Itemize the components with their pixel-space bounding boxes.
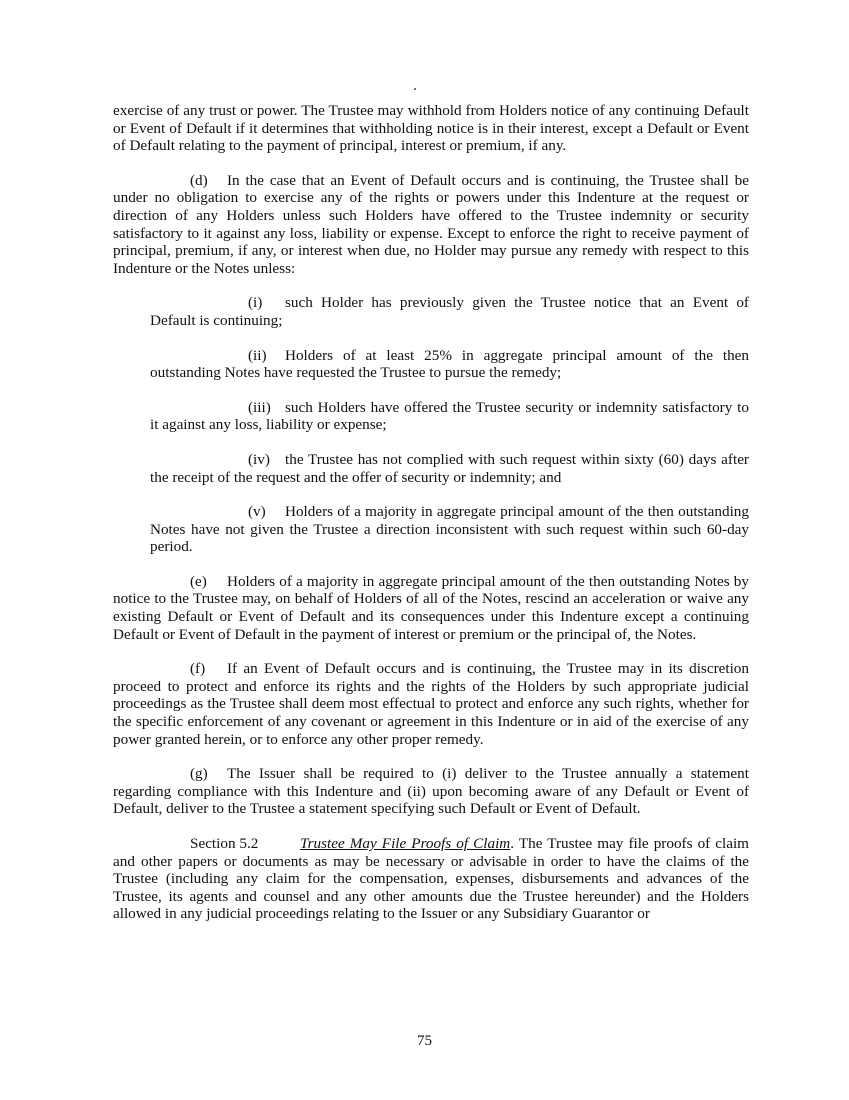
- sub-item-iii-label: (iii): [248, 398, 271, 416]
- paragraph-f-text: If an Event of Default occurs and is continuing, the Trustee may in its discretion proceed to protect and enforce its rights and the rights of the Holders by such appropriate judicial proceedings as the Trustee shall deem most effectual to protect and enforce any such rights, whether for the specific enforcement of any covenant or agreement in this Indenture or in aid of the exercise of any power granted herein, or to enforce any other proper remedy.: [113, 660, 749, 748]
- paragraph-g-text: The Issuer shall be required to (i) deliver to the Trustee annually a statement regarding compliance with this Indenture and (ii) upon becoming aware of any Default or Event of Default, deliver to the Trustee a statement specifying such Default or Event of Default.: [113, 765, 749, 818]
- section-5-2-label: Section 5.2: [190, 835, 259, 852]
- sub-item-ii-label: (ii): [248, 346, 267, 364]
- section-5-2: [113, 835, 749, 923]
- sub-item-ii-text: Holders of at least 25% in aggregate principal amount of the then outstanding Notes have requested the Trustee to pursue the remedy;: [150, 346, 749, 382]
- page-number: 75: [417, 1033, 432, 1049]
- paragraph-e-label: (e): [190, 572, 207, 590]
- sub-item-i-label: (i): [248, 294, 263, 312]
- section-5-2-text: . The Trustee may file proofs of claim and other papers or documents as may be necessary or advisable in order to have the claims of the Trustee (including any claim for the compensation, expenses, disbursements and advances of the Trustee, its agents and counsel and any other amounts due the Trustee hereunder) and the Holders allowed in any judicial proceedings relating to the Issuer or any Subsidiary Guarantor or: [113, 835, 749, 923]
- paragraph-d-text: In the case that an Event of Default occurs and is continuing, the Trustee shall be under no obligation to exercise any of the rights or powers under this Indenture at the request or direction of any Holders unless such Holders have offered to the Trustee indemnity or security satisfactory to it against any loss, liability or expense. Except to enforce the right to receive payment of principal, premium, if any, or interest when due, no Holder may pursue any remedy with respect to this Indenture or the Notes unless:: [113, 171, 749, 277]
- sub-item-iii: [150, 399, 749, 434]
- paragraph-g: [113, 765, 749, 818]
- section-5-2-title: Trustee May File Proofs of Claim: [300, 835, 511, 852]
- paragraph-d-label: (d): [190, 171, 208, 189]
- sub-item-iv-text: the Trustee has not complied with such request within sixty (60) days after the receipt of the request and the offer of security or indemnity; and: [150, 450, 749, 486]
- sub-item-iii-text: such Holders have offered the Trustee security or indemnity satisfactory to it against any loss, liability or expense;: [150, 398, 749, 434]
- document-body: [113, 102, 749, 940]
- sub-item-iv: [150, 451, 749, 486]
- stray-mark: [414, 88, 416, 90]
- paragraph-e-text: Holders of a majority in aggregate principal amount of the then outstanding Notes by notice to the Trustee may, on behalf of Holders of all of the Notes, rescind an acceleration or waive any existing Default or Event of Default and its consequences under this Indenture except a continuing Default or Event of Default in the payment of interest or premium or the principal of, the Notes.: [113, 572, 749, 643]
- paragraph-f-label: (f): [190, 660, 206, 678]
- opening-paragraph: exercise of any trust or power. The Trustee may withhold from Holders notice of any continuing Default or Event of Default if it determines that withholding notice is in their interest, except a Default or Event of Default relating to the payment of principal, interest or premium, if any.: [113, 102, 749, 155]
- sub-item-i-text: such Holder has previously given the Trustee notice that an Event of Default is continuing;: [150, 294, 749, 329]
- sub-item-v-text: Holders of a majority in aggregate principal amount of the then outstanding Notes have not given the Trustee a direction inconsistent with such request within such 60-day period.: [150, 503, 749, 556]
- paragraph-f: [113, 660, 749, 748]
- sub-item-iv-label: (iv): [248, 450, 270, 468]
- sub-item-ii: [150, 347, 749, 382]
- sub-item-v-label: (v): [248, 503, 266, 521]
- sub-item-i: [150, 294, 749, 329]
- sub-item-v: [150, 503, 749, 556]
- paragraph-e: [113, 573, 749, 643]
- paragraph-g-label: (g): [190, 765, 208, 783]
- paragraph-d: [113, 172, 749, 278]
